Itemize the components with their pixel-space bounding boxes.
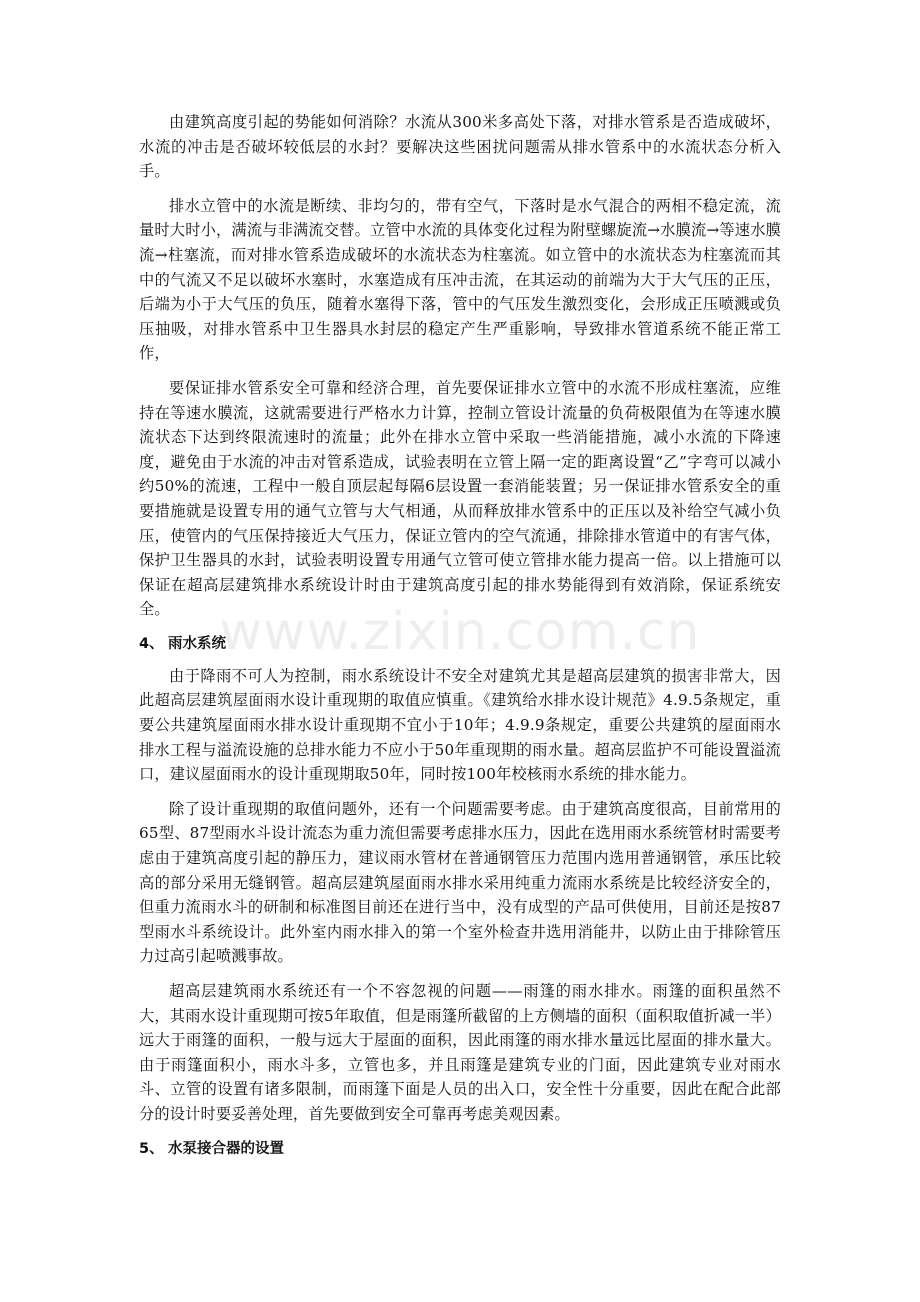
section-number: 4、 — [139, 635, 164, 652]
paragraph-safety-measures: 要保证排水管系安全可靠和经济合理，首先要保证排水立管中的水流不形成柱塞流，应维持在等速水膜流，这就需要进行严格水力计算，控制立管设计流量的负荷极限值为在等速水膜流状态下达到终限流速时的流量；此外在排水立管中采取一些消能措施，减小水流的下降速度，避免由于水流的冲击对管系造成，试验表明在立管上隔一定的距离设置“乙”字弯可以减小约50%的流速，工程中一般自顶层起每隔6层设置一套消能装置；另一保证排水管系安全的重要措施就是设置专用的通气立管与大气相通，从而释放排水管系中的正压以及补给空气减小负压，使管内的气压保持接近大气压力，保证立管内的空气流通，排除排水管道中的有害气体，保护卫生器具的水封，试验表明设置专用通气立管可使立管排水能力提高一倍。以上措施可以保证在超高层建筑排水系统设计时由于建筑高度引起的排水势能得到有效消除，保证系统安全。 — [139, 378, 781, 619]
paragraph-drain-flow-states: 排水立管中的水流是断续、非均匀的，带有空气，下落时是水气混合的两相不稳定流，流量时大时小，满流与非满流交替。立管中水流的具体变化过程为附壁螺旋流→水膜流→等速水膜流→柱塞流，而对排水管系造成破坏的水流状态为柱塞流。如立管中的水流状态为柱塞流而其中的气流又不足以破坏水塞时，水塞造成有压冲击流，在其运动的前端为大于大气压的正压，后端为小于大气压的负压，随着水塞得下落，管中的气压发生激烈变化，会形成正压喷溅或负压抽吸，对排水管系中卫生器具水封层的稳定产生严重影响，导致排水管道系统不能正常工作， — [139, 196, 781, 363]
paragraph-rain-return-period: 由于降雨不可人为控制，雨水系统设计不安全对建筑尤其是超高层建筑的损害非常大，因此超高层建筑屋面雨水设计重现期的取值应慎重。《建筑给水排水设计规范》4.9.5条规定，重要公共建筑屋面雨水排水设计重现期不宜小于10年；4.9.9条规定，重要公共建筑的屋面雨水排水工程与溢流设施的总排水能力不应小于50年重现期的雨水量。超高层监护不可能设置溢流口，建议屋面雨水的设计重现期取50年，同时按100年校核雨水系统的排水能力。 — [139, 666, 781, 784]
document-body — [139, 110, 781, 1169]
paragraph-canopy-drainage: 超高层建筑雨水系统还有一个不容忽视的问题——雨篷的雨水排水。雨篷的面积虽然不大，其雨水设计重现期可按5年取值，但是雨篷所截留的上方侧墙的面积（面积取值折减一半）远大于雨篷的面积，一般与远大于屋面的面积，因此雨篷的雨水排水量远比屋面的排水量大。由于雨篷面积小，雨水斗多，立管也多，并且雨篷是建筑专业的门面，因此建筑专业对雨水斗、立管的设置有诸多限制，而雨篷下面是人员的出入口，安全性十分重要，因此在配合此部分的设计时要妥善处理，首先要做到安全可靠再考虑美观因素。 — [139, 982, 781, 1123]
section-heading-pump-adapter — [139, 1137, 781, 1161]
watermark: www.zixin.com.cn — [219, 602, 701, 662]
section-heading-rainwater — [139, 632, 781, 656]
section-number: 5、 — [139, 1140, 164, 1157]
paragraph-rain-pipe-material: 除了设计重现期的取值问题外，还有一个问题需要考虑。由于建筑高度很高，目前常用的65型、87型雨水斗设计流态为重力流但需要考虑排水压力，因此在选用雨水系统管材时需要考虑由于建筑高度引起的静压力，建议雨水管材在普通钢管压力范围内选用普通钢管，承压比较高的部分采用无缝钢管。超高层建筑屋面雨水排水采用纯重力流雨水系统是比较经济安全的，但重力流雨水斗的研制和标准图目前还在进行当中，没有成型的产品可供使用，目前还是按87型雨水斗系统设计。此外室内雨水排入的第一个室外检查井选用消能井，以防止由于排除管压力过高引起喷溅事故。 — [139, 799, 781, 966]
section-title: 水泵接合器的设置 — [168, 1140, 284, 1157]
paragraph-energy-dissipation: 由建筑高度引起的势能如何消除？水流从300米多高处下落，对排水管系是否造成破坏，水流的冲击是否破坏较低层的水封？要解决这些困扰问题需从排水管系中的水流状态分析入手。 — [139, 113, 781, 181]
section-title: 雨水系统 — [168, 635, 226, 652]
